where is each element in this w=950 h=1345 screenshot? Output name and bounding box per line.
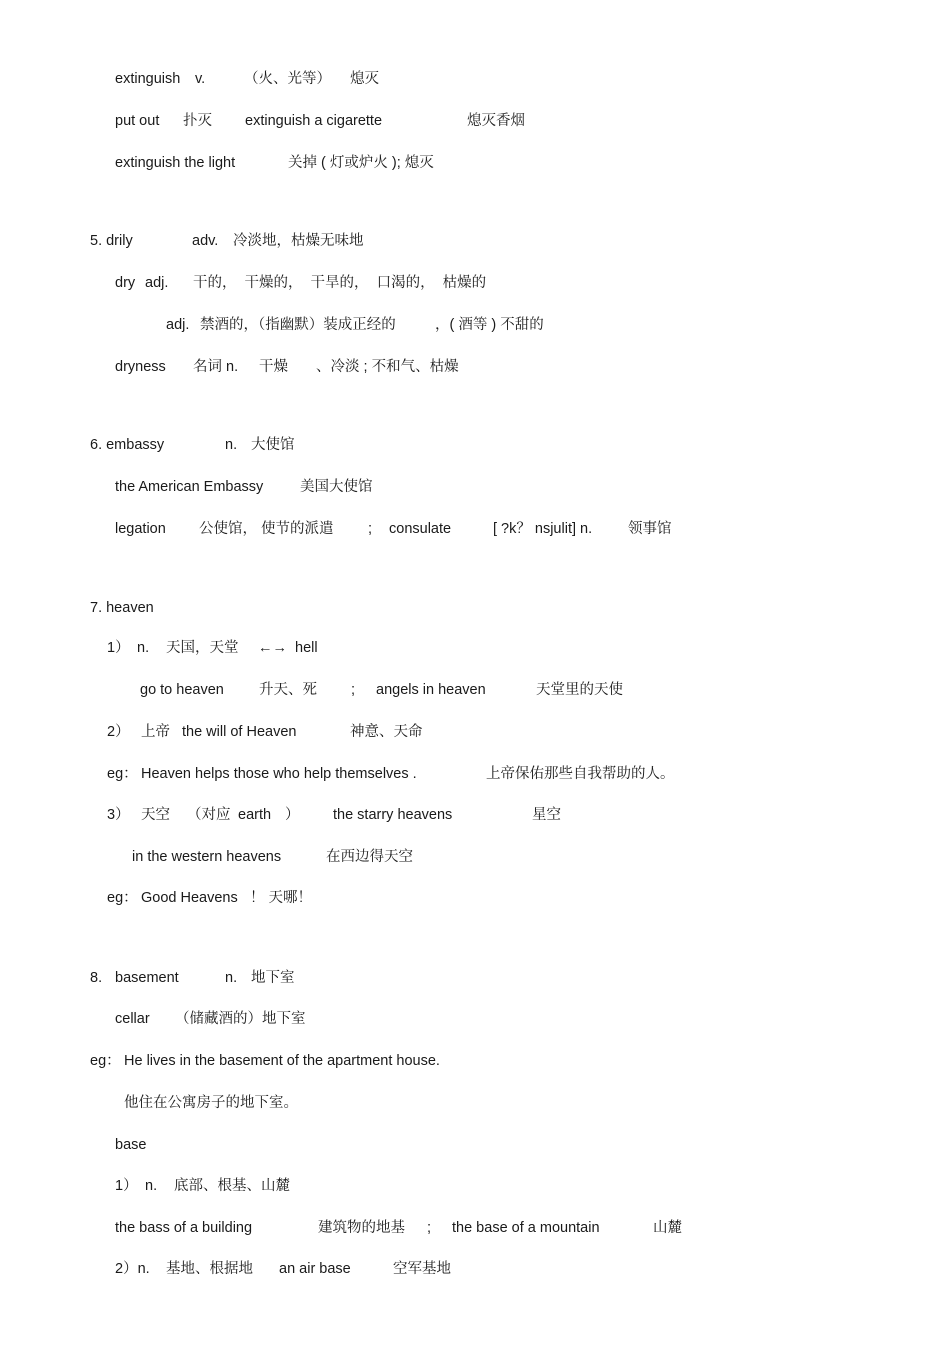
related-word: legation <box>115 521 166 537</box>
entry-cellar-line <box>0 1009 950 1029</box>
separator: ; <box>427 1220 432 1236</box>
headword: extinguish <box>115 71 181 87</box>
example-label: eg： <box>107 890 138 906</box>
example-label: eg： <box>107 766 138 782</box>
phrase: extinguish a cigarette <box>245 113 383 129</box>
phrase: angels in heaven <box>376 682 486 698</box>
phrase: put out <box>115 113 160 129</box>
related-word: dry <box>115 275 136 291</box>
related-word: cellar <box>115 1011 150 1027</box>
phonetic: [ ?k？ nsjulit] n. <box>493 521 593 537</box>
arrow-icon: ←→ <box>258 640 287 656</box>
phrase: go to heaven <box>140 682 224 698</box>
base-sense-2 <box>0 1259 950 1279</box>
sense-number: 1） <box>107 640 130 656</box>
example-sentence: Good Heavens <box>141 890 238 906</box>
example-sentence: Heaven helps those who help themselves . <box>141 766 417 782</box>
meaning: 冷淡地，枯燥无味地 <box>233 233 364 249</box>
phrase: the American Embassy <box>115 479 264 495</box>
related-word: consulate <box>389 521 452 537</box>
sense-number: 2） <box>107 724 130 740</box>
phrase-translation: 山麓 <box>653 1220 682 1236</box>
sense-number: 3） <box>107 807 130 823</box>
meaning: 基地、根据地 <box>166 1261 253 1277</box>
entry-number: 8. <box>90 970 103 986</box>
part-of-speech: n. <box>137 640 150 656</box>
entry-extinguish-phrases <box>0 111 950 131</box>
entry-embassy-related <box>0 519 950 539</box>
entry-extinguish-light <box>0 153 950 173</box>
meaning: 大使馆 <box>251 437 295 453</box>
phrase-translation: 熄灭香烟 <box>467 113 525 129</box>
example-label: eg： <box>90 1053 121 1069</box>
phrase-translation: 神意、天命 <box>350 724 423 740</box>
example-sentence: He lives in the basement of the apartment house. <box>124 1053 440 1069</box>
phrase-translation: 关掉 ( 灯或炉火 ); 熄灭 <box>288 155 434 171</box>
meaning: 上帝 <box>141 724 170 740</box>
meaning: 天空 <box>141 807 170 823</box>
entry-embassy-example <box>0 477 950 497</box>
phrase: the starry heavens <box>333 807 453 823</box>
usage-note: （对应 <box>187 807 231 823</box>
phrase: extinguish the light <box>115 155 236 171</box>
phrase-translation: 扑灭 <box>183 113 212 129</box>
entry-dry-line-2 <box>0 315 950 335</box>
meaning: 、冷淡 ; 不和气、枯燥 <box>316 359 459 375</box>
phrase-translation: 升天、死 <box>259 682 317 698</box>
antonym: hell <box>295 640 318 656</box>
basement-example <box>0 1051 950 1071</box>
example-translation: ！ 天哪！ <box>250 890 313 906</box>
part-of-speech: adj. <box>145 275 169 291</box>
part-of-speech: adj. <box>166 317 190 333</box>
phrase-translation: 建筑物的地基 <box>318 1220 405 1236</box>
part-of-speech: 名词 n. <box>193 359 239 375</box>
meaning: 熄灭 <box>350 71 379 87</box>
headword: 6. embassy <box>90 437 165 453</box>
related-word: base <box>115 1137 147 1153</box>
heaven-phrases-3 <box>0 847 950 867</box>
heaven-sense-1 <box>0 638 950 658</box>
phrase: the base of a mountain <box>452 1220 600 1236</box>
heaven-sense-2 <box>0 722 950 742</box>
phrase: in the western heavens <box>132 849 282 865</box>
part-of-speech: n. <box>145 1178 158 1194</box>
phrase-translation: 在西边得天空 <box>326 849 413 865</box>
phrase: the bass of a building <box>115 1220 253 1236</box>
phrase-translation: 空军基地 <box>393 1261 451 1277</box>
entry-base-line <box>0 1135 950 1155</box>
meaning: 禁酒的，（指幽默）装成正经的 <box>200 317 396 333</box>
phrase-translation: 美国大使馆 <box>300 479 373 495</box>
headword: basement <box>115 970 179 986</box>
basement-example-translation <box>0 1093 950 1113</box>
meaning: 公使馆， 使节的派遣 <box>199 521 334 537</box>
meaning: 领事馆 <box>628 521 672 537</box>
base-sense-1 <box>0 1176 950 1196</box>
sense-number: 2）n. <box>115 1261 150 1277</box>
part-of-speech: v. <box>195 71 206 87</box>
usage-note-word: earth <box>238 807 272 823</box>
entry-dryness-line <box>0 357 950 377</box>
phrase-translation: 星空 <box>532 807 561 823</box>
separator: ; <box>351 682 356 698</box>
phrase: an air base <box>279 1261 351 1277</box>
headword: 5. drily <box>90 233 133 249</box>
part-of-speech: n. <box>225 437 238 453</box>
phrase-translation: 天堂里的天使 <box>536 682 623 698</box>
meaning: 底部、根基、山麓 <box>174 1178 290 1194</box>
heaven-example-1 <box>0 764 950 784</box>
related-word: dryness <box>115 359 166 375</box>
sense-number: 1） <box>115 1178 138 1194</box>
meaning: （储藏酒的）地下室 <box>175 1011 306 1027</box>
part-of-speech: n. <box>225 970 238 986</box>
example-translation: 他住在公寓房子的地下室。 <box>124 1095 298 1111</box>
separator: ; <box>368 521 373 537</box>
entry-heaven-line <box>0 598 950 618</box>
heaven-phrases-1 <box>0 680 950 700</box>
entry-drily-line <box>0 231 950 251</box>
heaven-example-2 <box>0 888 950 908</box>
example-translation: 上帝保佑那些自我帮助的人。 <box>486 766 675 782</box>
part-of-speech: adv. <box>192 233 219 249</box>
base-phrases-1 <box>0 1218 950 1238</box>
meaning: 天国，天堂 <box>166 640 239 656</box>
usage-note: ） <box>285 807 300 823</box>
entry-embassy-line <box>0 435 950 455</box>
usage-note: （火、光等） <box>244 71 331 87</box>
meaning: ，( 酒等 ) 不甜的 <box>435 317 544 333</box>
meaning: 干燥 <box>259 359 288 375</box>
phrase: the will of Heaven <box>182 724 297 740</box>
heaven-sense-3 <box>0 805 950 825</box>
meaning: 地下室 <box>251 970 295 986</box>
headword: 7. heaven <box>90 600 154 616</box>
meaning: 干的， 干燥的， 干旱的， 口渴的， 枯燥的 <box>193 275 487 291</box>
entry-dry-line <box>0 273 950 293</box>
entry-extinguish-line <box>0 69 950 89</box>
entry-basement-line <box>0 968 950 988</box>
